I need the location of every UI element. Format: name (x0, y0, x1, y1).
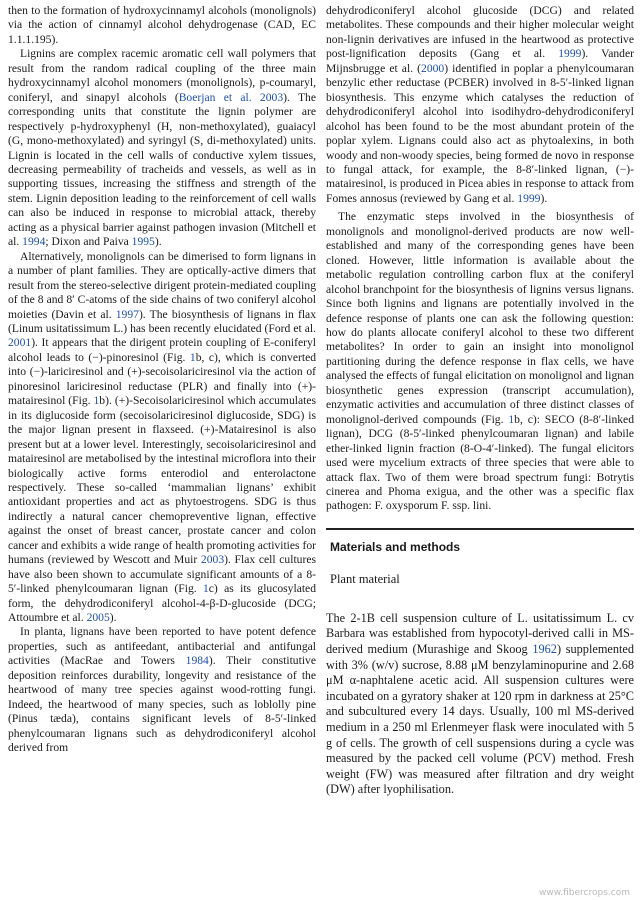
citation-link[interactable]: 1 (93, 394, 100, 408)
text-segment: b, c), which is converted into (−)-lariciresinol and (+)-secoisolariciresinol via the action of pinoresinol lariciresinol reductase (PLR) and finally into (+)-matairesinol (Fig. (8, 350, 317, 408)
text-segment: Alternatively, monolignols can be dimerised to form lignans in a number of plant families. They are optically-active dimers that result from the stereo-selective dirigent protein-mediated coupling of the 8 and 8′ C-atoms of the side chains of two coniferyl alcohol moieties (Davin et al. (8, 249, 316, 321)
left-paragraph-4 (8, 625, 316, 755)
citation-link[interactable]: 1984 (185, 654, 209, 668)
text-segment: ). The corresponding units that constitute the lignin polymer are respectively p-hydroxyphenyl (H, non-methoxylated), guaiacyl (G, mono-methoxylated) and syringyl (S, di-methoxylated) units. Lignin is located in the cell walls of conductive xylem tissues, decreasing permeability of tracheids and vessels, as well as in supporting tissues, increasing the stiffness and strength of the stem. Lignin deposition leading to the reinforcement of cell walls can also be induced in response to microbial attack, thereby acting as a physical barrier against pathogen invasion (Mitchell et al. (8, 90, 317, 249)
section-divider (326, 528, 634, 530)
text-segment: In planta, lignans have been reported to have potent defence properties, such as antifeedant, antibacterial and antifungal activities (MacRae and Towers (8, 625, 316, 668)
section-heading: Materials and methods (330, 539, 461, 554)
text-segment: The enzymatic steps involved in the biosynthesis of monolignols and monolignol-derived products are now well-established and many of the corresponding genes have been cloned. However, little information is available about the metabolic regulation controlling carbon flux at the coniferyl alcohol branchpoint for the biosynthesis of lignins versus lignans. Since both lignins and lignans are potentially involved in the defence response of plants one can ask the following question: how do plants allocate coniferyl alcohol to these two different metabolites? In order to gain an insight into monolignol partitioning during the defence response in flax cells, we have analysed the effects of fungal elicitation on monolignol and lignan biosynthetic genes expression (transcript accumulation), enzymatic activities and accumulation of three distinct classes of monolignol-derived compounds (Fig. (326, 210, 634, 426)
subsection-heading: Plant material (330, 571, 400, 586)
citation-link[interactable]: 1 (189, 350, 196, 364)
citation-link[interactable]: 2001 (8, 336, 32, 350)
text-segment: ). The biosynthesis of lignans in flax (Linum usitatissimum L.) has been recently elucidated (Ford et al. (8, 307, 316, 335)
citation-link[interactable]: 1999 (558, 47, 582, 61)
text-segment: b, c): SECO (8-8′-linked lignan), DCG (8-5′-linked phenylcoumaran lignan) and labile ether-linked lignin fraction (8-O-4′-linked). The fungal elicitors used were mycelium extracts of three species that were able to attack flax. Two of them were broad spectrum fungi: Botrytis cinerea and Phoma exigua, and the other was a specific flax pathogen: F. oxysporum F. ssp. lini. (326, 412, 634, 513)
right-paragraph-2 (326, 210, 634, 514)
text-segment: ). Their constitutive deposition reinforces durability, longevity and resistance of the heartwood of many tree species against wood-rotting fungi. Indeed, the heartwood of many species, such as loblolly pine (Pinus tæda), contains significant levels of 8-5′-linked phenylcoumaran lignans such as dehydrodiconiferyl alcohol derived from (8, 654, 316, 755)
text-segment: ). Vander Mijnsbrugge et al. ( (326, 47, 634, 75)
right-column (326, 4, 634, 900)
methods-block (326, 611, 634, 798)
text-segment: c) as its glucosylated form, the dehydrodiconiferyl alcohol-4-β-D-glucoside (DCG; Attoumbre et al. (8, 582, 316, 625)
citation-link[interactable]: 1995 (131, 235, 155, 249)
left-column (8, 4, 316, 900)
left-paragraph-3 (8, 250, 316, 626)
citation-link[interactable]: 1999 (517, 191, 541, 205)
left-paragraph-2 (8, 47, 316, 249)
citation-link[interactable]: 1 (508, 412, 515, 426)
text-segment: ; Dixon and Paiva (45, 235, 132, 249)
text-segment: then to the formation of hydroxycinnamyl alcohols (monolignols) via the action of cinnamyl alcohol dehydrogenase (CAD, EC 1.1.1.195). (8, 4, 316, 46)
text-segment: ) supplemented with 3% (w/v) sucrose, 8.88 μM benzylaminopurine and 2.68 μM α-naphtalene acetic acid. All suspension cultures were incubated on a gyratory shaker at 120 rpm in darkness at 25°C and subcultured every 14 days. Usually, 100 ml MS-derived medium in a 250 ml Erlenmeyer flask were inoculated with 5 g of cells. The growth of cell suspensions during a cycle was measured by the packed cell volume (PCV) method. Fresh weight (FW) was measured after filtration and dry weight (DW) after lyophilisation. (326, 642, 635, 797)
right-paragraph-1 (326, 4, 634, 206)
text-segment: ). (109, 611, 117, 625)
text-segment: ). It appears that the dirigent protein coupling of E-coniferyl alcohol leads to (−)-pinoresinol (Fig. (8, 336, 316, 364)
citation-link[interactable]: Boerjan et al. 2003 (178, 90, 284, 104)
citation-link[interactable]: 2003 (200, 553, 225, 567)
text-segment: ). (540, 191, 548, 205)
citation-link[interactable]: 1997 (115, 307, 139, 321)
right-paragraph-3 (326, 611, 634, 798)
text-segment: ). Flax cell cultures have also been shown to accumulate significant amounts of a 8-5′-linked phenylcoumaran lignan (Fig. (8, 553, 316, 596)
citation-link[interactable]: 1962 (532, 642, 557, 657)
citation-link[interactable]: 2005 (86, 611, 110, 625)
citation-link[interactable]: 2000 (421, 61, 445, 75)
citation-link[interactable]: 1 (202, 582, 209, 596)
text-segment: ). (154, 235, 162, 249)
text-segment: Lignins are complex racemic aromatic cell wall polymers that result from the random radical coupling of the three main hydroxycinnamyl alcohol monomers (monolignols), p-coumaryl, coniferyl, and sinapyl alcohols ( (8, 47, 316, 104)
text-segment: ) identified in poplar a phenylcoumaran benzylic ether reductase (PCBER) involved in 8-5′-linked lignan biosynthesis. This enzyme which catalyses the reduction of dehydrodiconiferyl alcohol into isodihydro-dehydrodiconiferyl alcohol has been found to be the most abundant protein of the poplar xylem. Lignans could also act as phytoalexins, in both woody and non-woody species, being formed de novo in response to fungal attack, for example, the 8-8′-linked lignan, (−)-matairesinol, is produced in Picea abies in response to attack from Fomes annosus (reviewed by Gang et al. (326, 61, 635, 205)
text-segment: b). (+)-Secoisolariciresinol which accumulates in its diglucoside form (secoisolariciresinol diglucoside, SDG) is the major lignan present in flaxseed. (+)-Matairesinol is also present but at a lower level. Interestingly, secoisolariciresinol and matairesinol are metabolised by the intestinal microflora into their biologically active forms enterodiol and enterolactone respectively. These so-called ‘mammalian lignans’ exhibit antioxidant properties and act as phytoestrogens. SDG is thus indirectly a natural cancer chemopreventive lignan, effective against the onset of breast cancer, prostate cancer and colon cancer and exhibits a wide range of health promoting activities for humans (reviewed by Wescott and Muir (8, 394, 316, 567)
left-paragraph-1 (8, 4, 316, 47)
text-segment: The 2-1B cell suspension culture of L. usitatissimum L. cv Barbara was established from hypocotyl-derived calli in MS-derived medium (Murashige and Skoog (326, 610, 634, 657)
text-segment: dehydrodiconiferyl alcohol glucoside (DCG) and related metabolites. These compounds and their higher molecular weight non-lignin derivatives are infused in the heartwood as protective post-lignification deposits (Gang et al. (326, 4, 634, 61)
watermark: www.fibercrops.com (539, 888, 630, 898)
citation-link[interactable]: 1994 (22, 235, 46, 249)
